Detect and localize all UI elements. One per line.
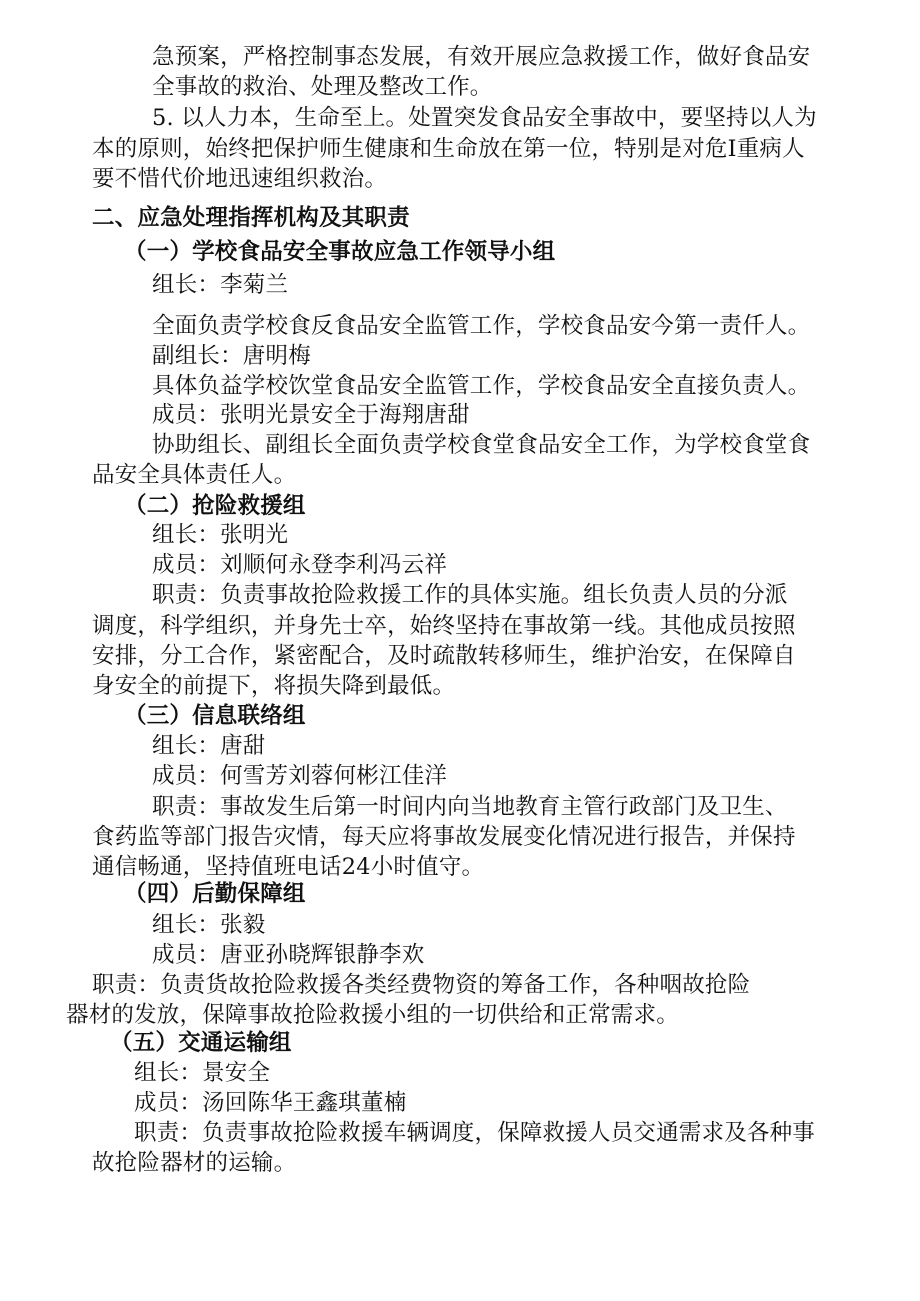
leader-line: 组长：唐甜: [152, 733, 266, 759]
subsection-heading: （一）学校食品安全事故应急工作领导小组: [124, 239, 556, 265]
duty-line: 职责：事故发生后第一时间内向当地教育主管行政部门及卫生、: [152, 794, 788, 820]
text-line: 食药监等部门报告灾情，每天应将事故发展变化情况进行报告，并保持: [92, 824, 796, 850]
text-line: 品安全具体责任人。: [92, 462, 297, 488]
subsection-heading: （三）信息联络组: [124, 703, 306, 729]
text-line: 5. 以人力本，生命至上。处置突发食品安全事故中，要坚持以人为: [152, 105, 817, 131]
text-line: 故抢险器材的运输。: [92, 1150, 297, 1176]
section-heading: 二、应急处理指挥机构及其职责: [92, 205, 410, 231]
members-line: 成员：张明光景安全于海翔唐甜: [152, 402, 470, 428]
text-line: 全事故的救治、处理及整改工作。: [152, 74, 493, 100]
members-line: 成员：汤回陈华王鑫琪董楠: [134, 1090, 407, 1116]
text-line: 调度，科学组织，并身先士卒，始终坚持在事故第一线。其他成员按照: [92, 613, 796, 639]
text-line: 安排，分工合作，紧密配合，及时疏散转移师生，维护治安，在保障自: [92, 643, 796, 669]
deputy-leader-line: 副组长：唐明梅: [152, 343, 311, 369]
duty-line: 职责：负责事故抢险救援工作的具体实施。组长负责人员的分派: [152, 582, 788, 608]
text-line: 本的原则，始终把保护师生健康和生命放在第一位，特别是对危I重病人: [92, 136, 805, 162]
text-line: 要不惜代价地迅速组织救治。: [92, 166, 388, 192]
leader-line: 组长：张毅: [152, 912, 266, 938]
text-line: 身安全的前提下，将损失降到最低。: [92, 673, 456, 699]
leader-line: 组长：景安全: [134, 1060, 271, 1086]
members-line: 成员：何雪芳刘蓉何彬江佳洋: [152, 763, 448, 789]
duty-line: 职责：负责事故抢险救援车辆调度，保障救援人员交通需求及各种事: [134, 1120, 816, 1146]
text-line: 具体负益学校饮堂食品安全监管工作，学校食品安全直接负责人。: [152, 373, 811, 399]
members-line: 成员：刘顺何永登李利冯云祥: [152, 552, 448, 578]
subsection-heading: （二）抢险救援组: [124, 493, 306, 519]
leader-line: 组长：李菊兰: [152, 272, 289, 298]
text-line: 协助组长、副组长全面负责学校食堂食品安全工作，为学校食堂食: [152, 432, 811, 458]
text-line: 急预案，严格控制事态发展，有效开展应急救援工作，做好食品安: [152, 44, 811, 70]
members-line: 成员：唐亚孙晓辉银静李欢: [152, 942, 425, 968]
text-line: 通信畅通，坚持值班电话24小时值守。: [92, 854, 485, 880]
leader-line: 组长：张明光: [152, 522, 289, 548]
text-line: 器材的发放，保障事故抢险救援小组的一切供给和正常需求。: [66, 1002, 679, 1028]
text-line: 全面负责学校食反食品安全监管工作，学校食品安今第一责仟人。: [152, 313, 811, 339]
subsection-heading: （五）交通运输组: [110, 1030, 292, 1056]
subsection-heading: （四）后勤保障组: [124, 881, 306, 907]
duty-line: 职责：负责货故抢险救援各类经费物资的筹备工作，各种咽故抢险: [92, 972, 751, 998]
